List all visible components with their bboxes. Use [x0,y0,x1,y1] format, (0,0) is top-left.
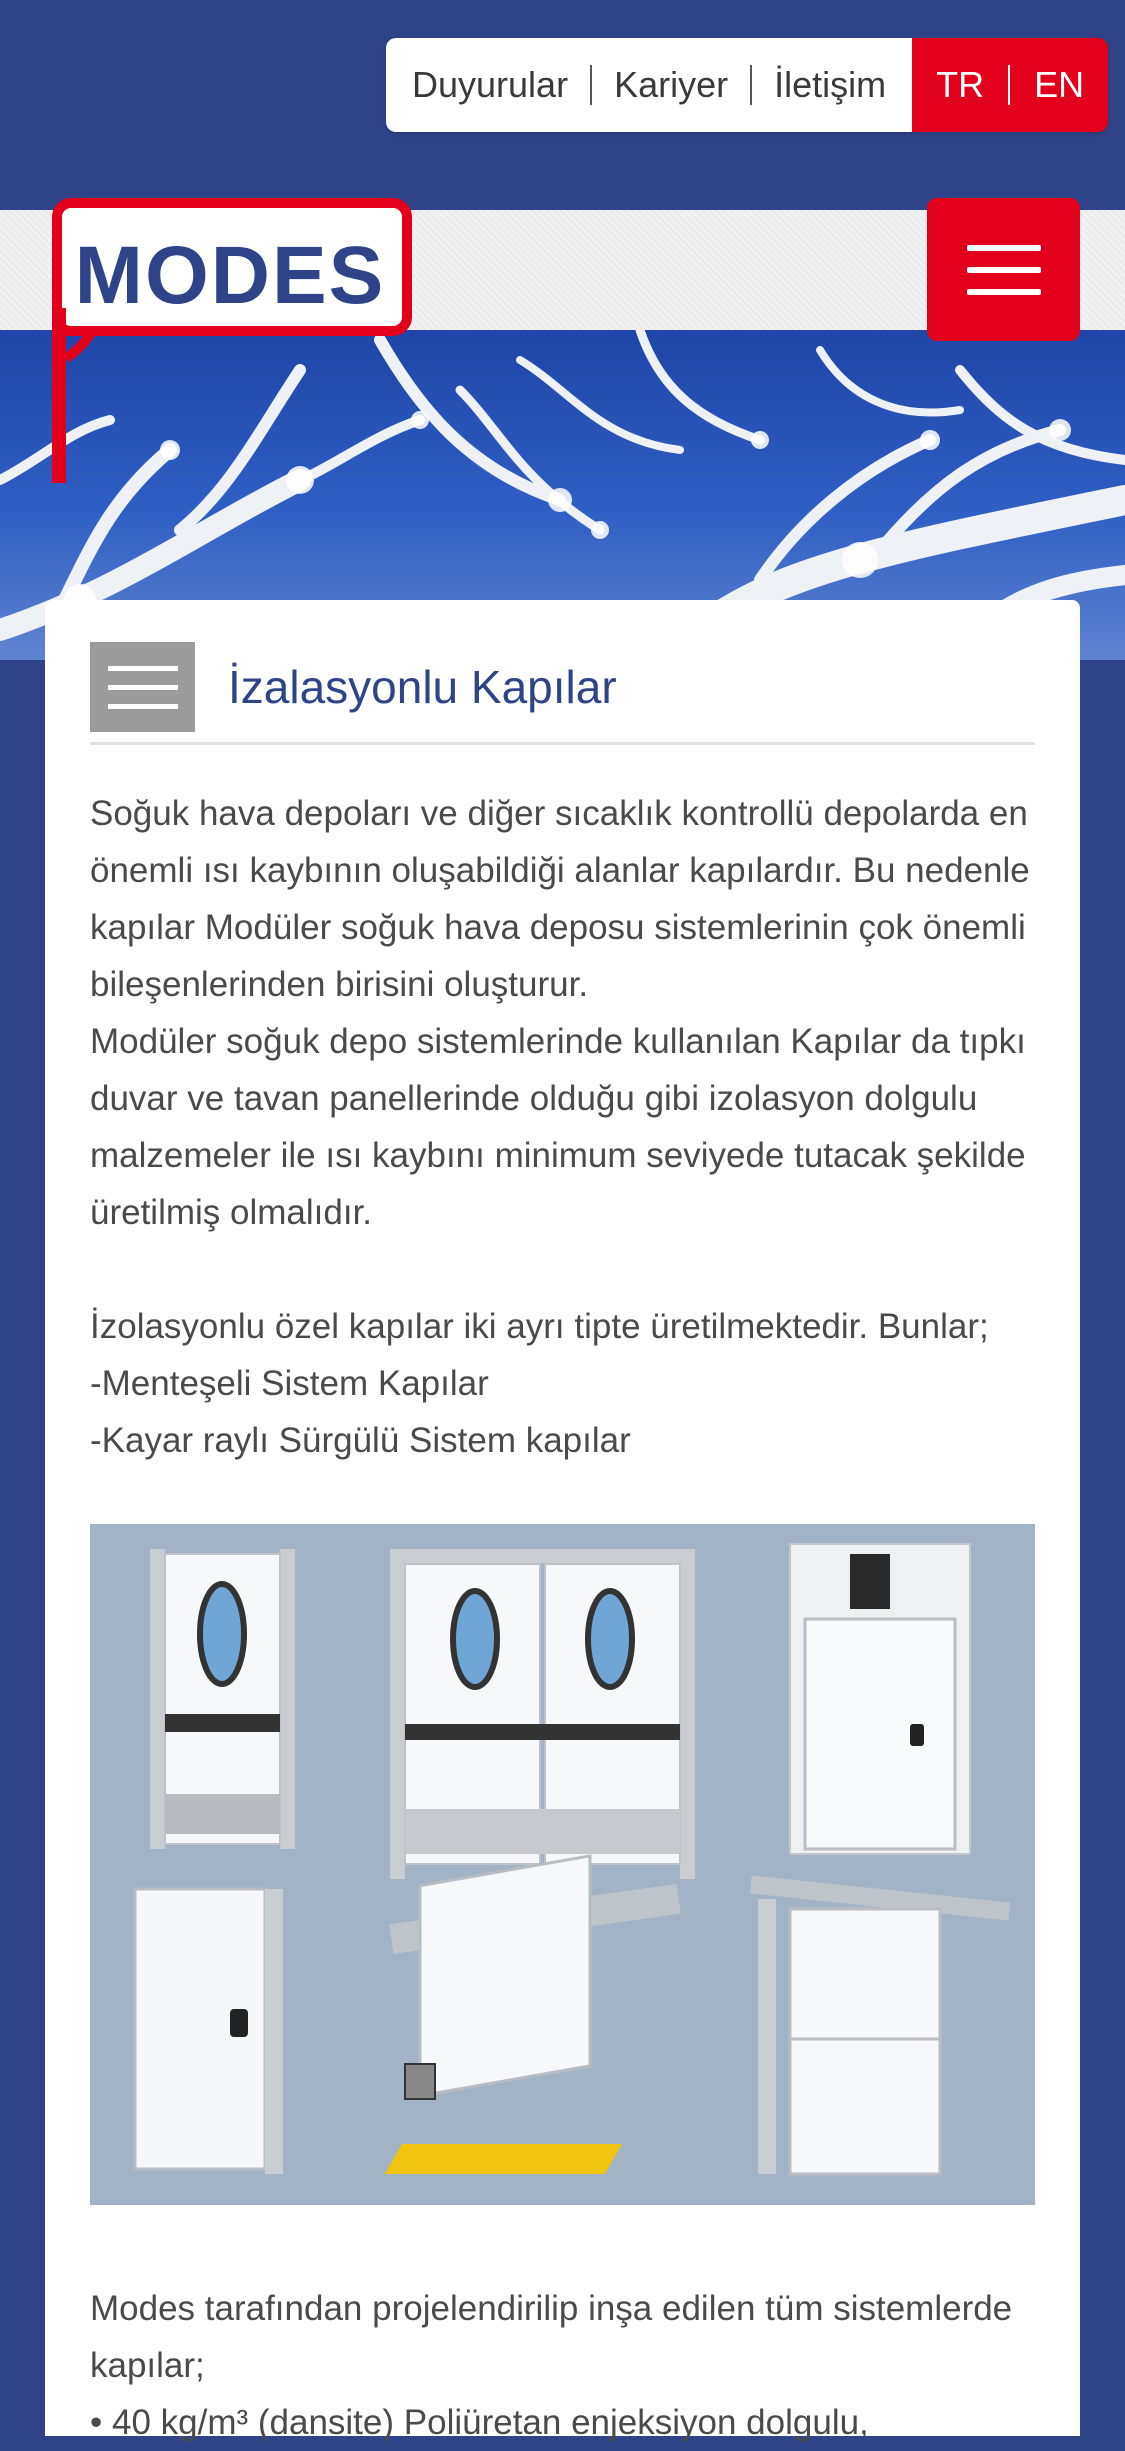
paragraph: Soğuk hava depoları ve diğer sıcaklık kontrollü depolarda en önemli ısı kaybının oluşabildiği alanlar kapılardır. Bu nedenle kapılar Modüler soğuk hava deposu sistemlerinin çok önemli bileşenlerinden birisini oluşturur. [90,794,1030,1004]
utility-nav [386,38,1108,132]
intro-text [90,785,1040,1469]
hamburger-menu-icon [967,245,1041,251]
language-en[interactable]: EN [1034,64,1085,105]
link-iletisim[interactable]: İletişim [774,64,887,105]
paragraph: Modüler soğuk depo sistemlerinde kullanılan Kapılar da tıpkı duvar ve tavan panellerinde olduğu gibi izolasyon dolgulu malzemeler ile ısı kaybını minimum seviyede tutacak şekilde üretilmiş olmalıdır. [90,1022,1026,1232]
language-tr[interactable]: TR [936,64,985,105]
list-item: -Kayar raylı Sürgülü Sistem kapılar [90,1421,631,1460]
doors-illustration [90,1524,1035,2205]
toc-menu-icon [108,666,178,671]
logo-wordmark: MODES [74,230,386,321]
paragraph: Modes tarafından projelendirilip inşa edilen tüm sistemlerde kapılar; [90,2289,1013,2385]
link-kariyer[interactable]: Kariyer [614,64,729,105]
main-menu-button[interactable] [927,198,1080,341]
utility-links [386,38,912,132]
modes-logo[interactable] [52,198,412,483]
closing-text [90,2280,1040,2451]
door-types-image [90,1524,1035,2205]
link-duyurular[interactable]: Duyurular [412,64,569,105]
toc-menu-button[interactable] [90,642,195,732]
page-header [90,632,1035,745]
paragraph: İzolasyonlu özel kapılar iki ayrı tipte üretilmektedir. Bunlar; [90,1307,989,1346]
logo-graphic [52,198,412,483]
page-title: İzalasyonlu Kapılar [228,661,617,713]
content-card [45,600,1080,2442]
list-item: • 40 kg/m³ (dansite) Poliüretan enjeksiyon dolgulu, [90,2403,869,2442]
list-item: -Menteşeli Sistem Kapılar [90,1364,489,1403]
language-switcher [912,38,1108,132]
